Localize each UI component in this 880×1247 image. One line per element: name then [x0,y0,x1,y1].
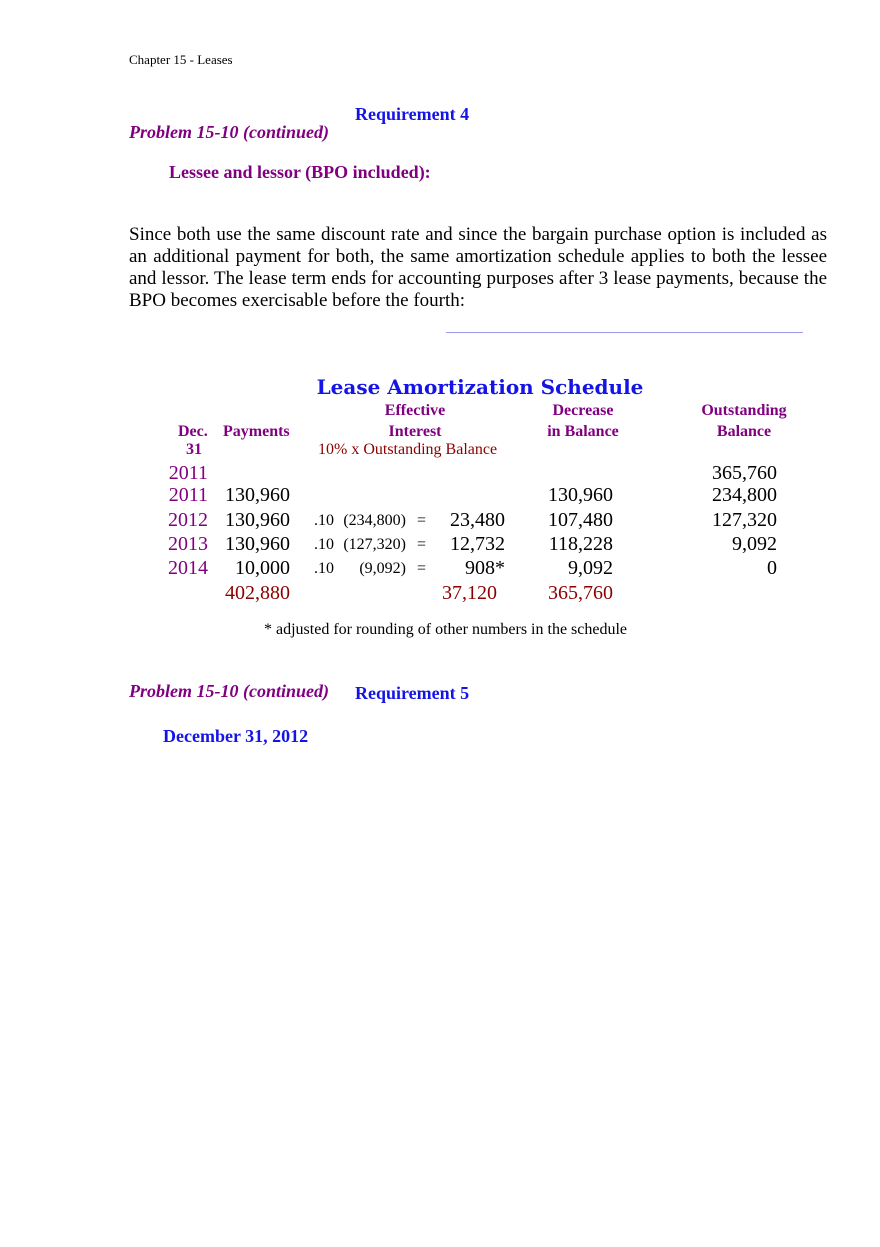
cell-payment: 130,960 [225,533,290,555]
cell-balance: 127,320 [712,509,777,531]
cell-rate: .10 [314,560,334,577]
cell-base: (9,092) [359,560,406,577]
cell-decrease: 9,092 [568,557,613,579]
running-header: Chapter 15 - Leases [129,52,233,67]
total-payments: 402,880 [225,582,290,604]
cell-year: 2011 [168,484,208,506]
schedule-title: Lease Amortization Schedule [316,375,644,399]
cell-year: 2011 [168,462,208,484]
cell-year: 2013 [168,533,208,555]
cell-payment: 130,960 [225,484,290,506]
requirement-5-heading: Requirement 5 [355,683,470,703]
cell-balance: 234,800 [712,484,777,506]
divider-line [446,332,803,333]
cell-rate: .10 [314,512,334,529]
cell-year: 2012 [168,509,208,531]
header-decrease-1: Decrease [552,402,614,419]
total-interest: 37,120 [442,582,497,604]
cell-base: (127,320) [343,536,406,553]
cell-interest: 23,480 [450,509,505,531]
explanation-paragraph: Since both use the same discount rate and since the bargain purchase option is included as an additional payment for both, the same amortization schedule applies to both the lessee and lessor. The lease term ends for accounting purposes after 3 lease payments, because the BPO becomes exercisable before the fourth: [129,224,827,311]
footnote: * adjusted for rounding of other numbers in the schedule [264,621,628,638]
cell-eq: = [417,512,427,529]
header-payments: Payments [223,423,290,440]
header-balance-2: Balance [716,423,772,440]
cell-decrease: 107,480 [548,509,613,531]
date-heading: December 31, 2012 [163,726,309,746]
header-interest-2: Interest [388,423,442,440]
cell-payment: 10,000 [235,557,290,579]
cell-decrease: 130,960 [548,484,613,506]
cell-payment: 130,960 [225,509,290,531]
problem-heading: Problem 15-10 (continued) [129,122,329,142]
cell-balance: 0 [767,557,777,579]
header-interest-1: Effective [384,402,446,419]
cell-balance: 365,760 [712,462,777,484]
cell-year: 2014 [168,557,208,579]
header-interest-note: 10% x Outstanding Balance [318,441,498,458]
cell-interest: 908* [465,557,505,579]
header-date-1: Dec. [178,423,208,440]
cell-decrease: 118,228 [548,533,613,555]
subheading: Lessee and lessor (BPO included): [169,162,431,182]
header-balance-1: Outstanding [701,402,787,419]
cell-eq: = [417,560,427,577]
cell-eq: = [417,536,427,553]
problem-heading-2: Problem 15-10 (continued) [129,681,329,701]
total-decrease: 365,760 [548,582,613,604]
requirement-4-heading: Requirement 4 [355,104,470,124]
cell-base: (234,800) [343,512,406,529]
cell-interest: 12,732 [450,533,505,555]
cell-balance: 9,092 [732,533,777,555]
header-date-2: 31 [186,441,202,458]
header-decrease-2: in Balance [547,423,619,440]
cell-rate: .10 [314,536,334,553]
